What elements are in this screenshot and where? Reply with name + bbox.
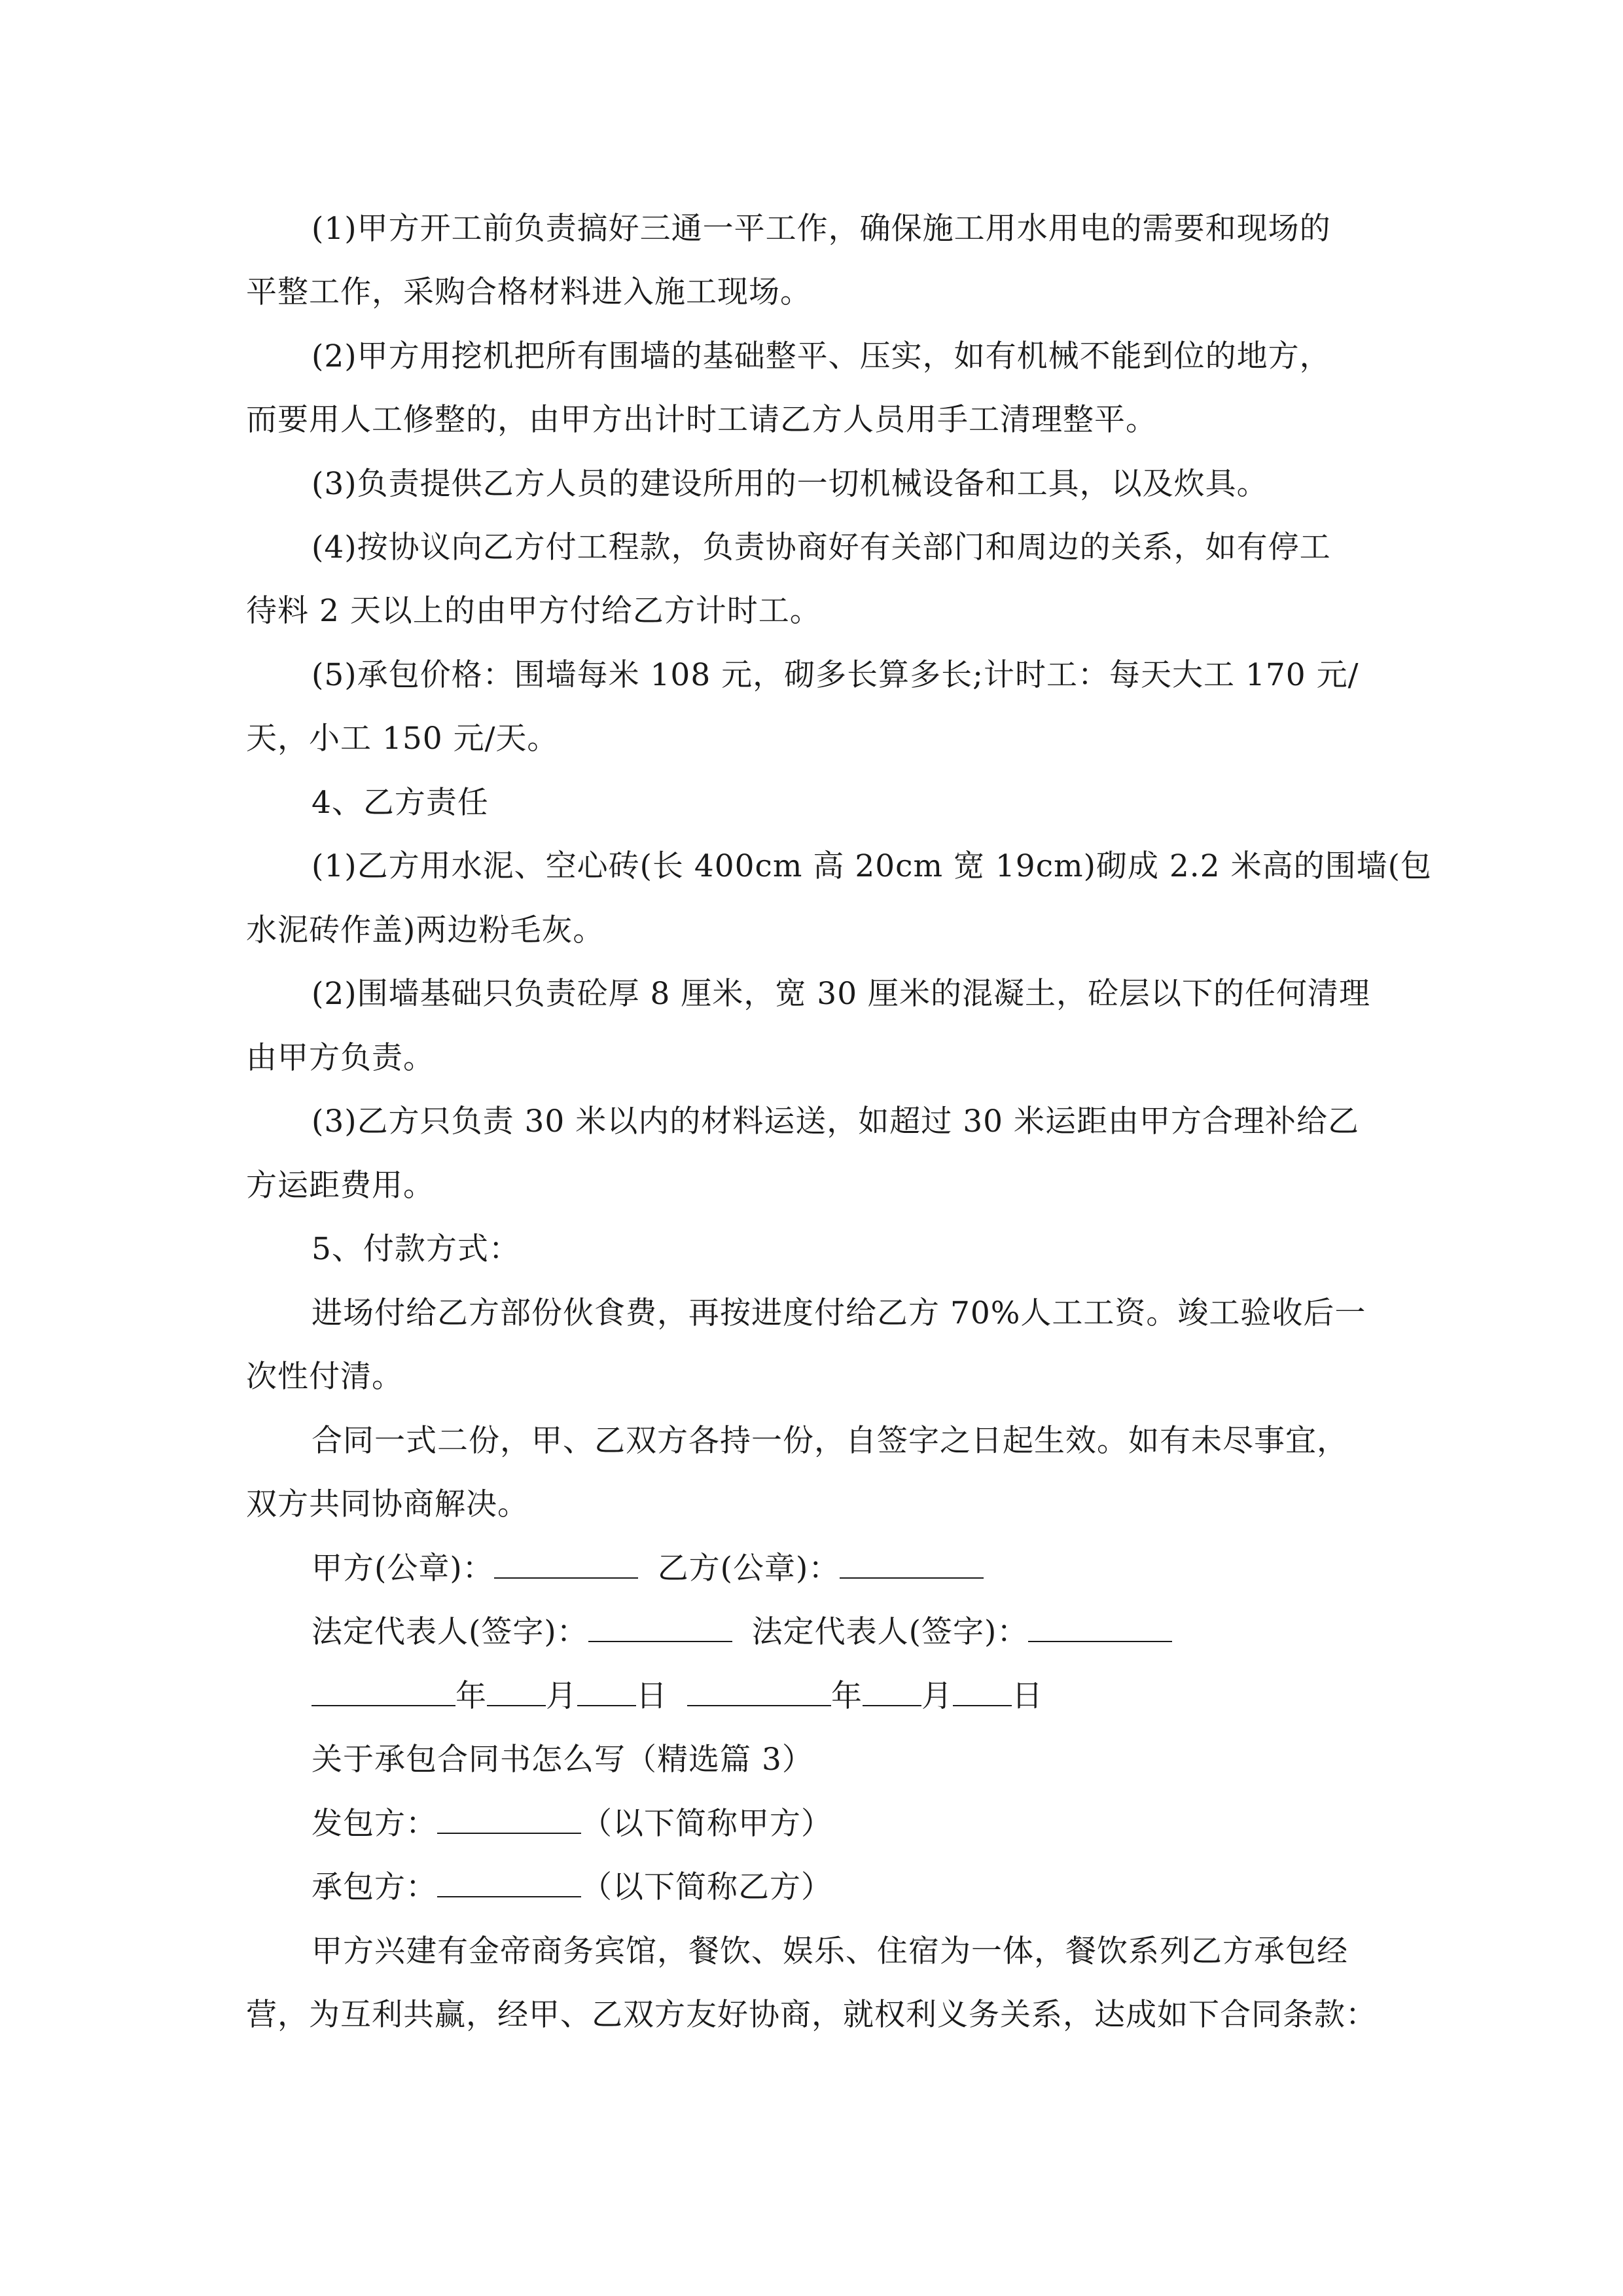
date-row [312,1676,1450,1717]
seal-row [312,1548,1450,1590]
text-line: 进场付给乙方部份伙食费，再按进度付给乙方 70%人工工资。竣工验收后一 [312,1295,1366,1331]
text-line: (3)负责提供乙方人员的建设所用的一切机械设备和工具，以及炊具。 [312,466,1268,502]
contractor-label: 发包方： [312,1806,437,1842]
text-line: (4)按协议向乙方付工程款，负责协商好有关部门和周边的关系，如有停工 [312,529,1331,565]
month-label: 月 [921,1678,953,1714]
text-line: 合同一式二份，甲、乙双方各持一份，自签字之日起生效。如有未尽事宜， [312,1423,1348,1459]
text-line: 由甲方负责。 [246,1040,435,1076]
text-line: 方运距费用。 [246,1168,435,1204]
section-title: 关于承包合同书怎么写（精选篇 3） [312,1742,813,1778]
contractee-label: 承包方： [312,1869,437,1905]
text-line: 次性付清。 [246,1359,403,1395]
rep-a-label: 法定代表人(签字)： [312,1614,588,1650]
text-line: (2)甲方用挖机把所有围墙的基础整平、压实，如有机械不能到位的地方， [312,338,1331,374]
text-line: 甲方兴建有金帝商务宾馆，餐饮、娱乐、住宿为一体，餐饮系列乙方承包经 [312,1933,1348,1969]
rep-a-blank[interactable] [588,1615,732,1642]
text-line: 水泥砖作盖)两边粉毛灰。 [246,912,605,948]
text-line: 营，为互利共赢，经甲、乙双方友好协商，就权利义务关系，达成如下合同条款： [246,1997,1377,2033]
month-label: 月 [546,1678,577,1714]
text-line: 平整工作，采购合格材料进入施工现场。 [246,274,812,310]
day-a-blank[interactable] [577,1679,636,1706]
rep-b-blank[interactable] [1028,1615,1172,1642]
text-line: 待料 2 天以上的由甲方付给乙方计时工。 [246,593,821,629]
year-a-blank[interactable] [312,1679,455,1706]
contractee-row [312,1867,1450,1909]
day-label: 日 [1012,1678,1043,1714]
day-label: 日 [636,1678,668,1714]
section-heading: 4、乙方责任 [312,785,489,821]
day-b-blank[interactable] [953,1679,1012,1706]
text-line: (1)乙方用水泥、空心砖(长 400cm 高 20cm 宽 19cm)砌成 2.2 米高的围墙(包 [312,848,1432,884]
year-label: 年 [455,1678,487,1714]
section-heading: 5、付款方式： [312,1231,520,1267]
contractor-blank[interactable] [437,1806,581,1834]
text-line: (5)承包价格：围墙每米 108 元，砌多长算多长;计时工：每天大工 170 元/ [312,657,1359,693]
rep-b-label: 法定代表人(签字)： [751,1614,1029,1650]
year-label: 年 [831,1678,863,1714]
text-line: (3)乙方只负责 30 米以内的材料运送，如超过 30 米运距由甲方合理补给乙 [312,1103,1359,1139]
party-b-seal-blank[interactable] [840,1551,984,1579]
text-line: 天，小工 150 元/天。 [246,721,559,757]
text-line: (2)围墙基础只负责砼厚 8 厘米，宽 30 厘米的混凝土，砼层以下的任何清理 [312,976,1371,1012]
year-b-blank[interactable] [687,1679,831,1706]
text-line: 而要用人工修整的，由甲方出计时工请乙方人员用手工清理整平。 [246,402,1157,438]
month-b-blank[interactable] [863,1679,921,1706]
party-b-seal-label: 乙方(公章)： [657,1551,840,1587]
text-line: (1)甲方开工前负责搞好三通一平工作，确保施工用水用电的需要和现场的 [312,211,1331,247]
contractee-note: （以下简称乙方） [581,1869,832,1905]
contractee-blank[interactable] [437,1870,581,1897]
representative-row [312,1611,1450,1653]
contractor-row [312,1803,1450,1845]
text-line: 双方共同协商解决。 [246,1486,529,1522]
month-a-blank[interactable] [487,1679,546,1706]
contractor-note: （以下简称甲方） [581,1806,832,1842]
party-a-seal-blank[interactable] [494,1551,638,1579]
party-a-seal-label: 甲方(公章)： [312,1551,494,1587]
